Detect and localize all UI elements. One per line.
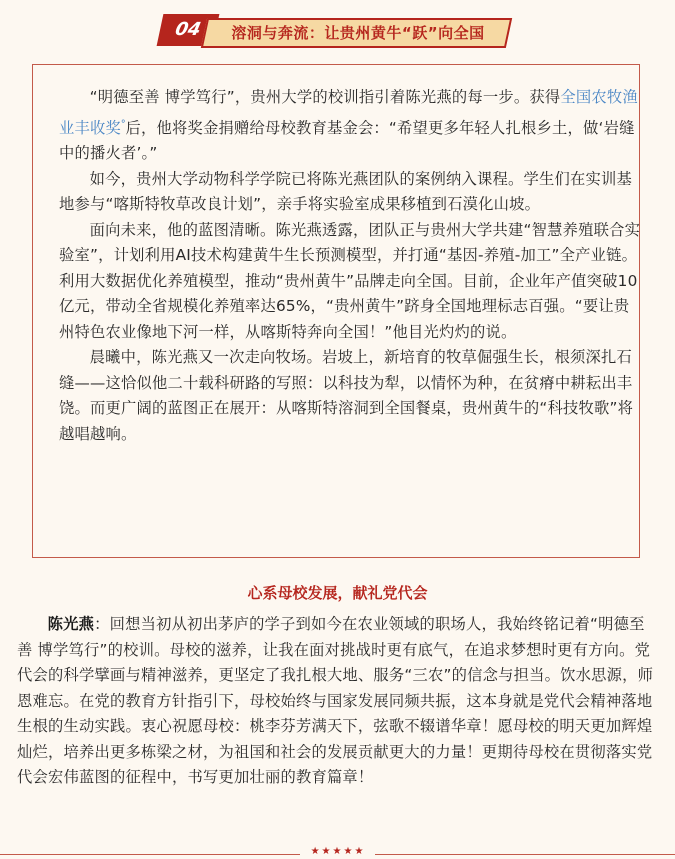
paragraph-2: 如今，贵州大学动物科学学院已将陈光燕团队的案例纳入课程。学生们在实训基地参与“喀斯特牧草改良计划”，亲手将实验室成果移植到石漠化山坡。 bbox=[59, 169, 632, 214]
paragraph-4: 晨曦中，陈光燕又一次走向牧场。岩坡上，新培育的牧草倔强生长，根须深扎石缝——这恰似他二十载科研路的写照：以科技为犁，以情怀为种，在贫瘠中耕耘出丰饶。而更广阔的蓝图正在展开：从喀斯特溶洞到全国餐桌，贵州黄牛的“科技牧歌”将越唱越响。 bbox=[59, 348, 634, 443]
article-body bbox=[25, 85, 643, 447]
speech-paragraph bbox=[17, 612, 660, 791]
speech-block bbox=[17, 612, 660, 791]
paragraph-1-start: “明德至善 博学笃行”，贵州大学的校训指引着陈光燕的每一步。获得 bbox=[89, 88, 561, 106]
speech-text: ：回想当初从初出茅庐的学子到如今在农业领域的职场人，我始终铭记着“明德至善 博学笃行”的校训。母校的滋养，让我在面对挑战时更有底气，在追求梦想时更有方向。党代会的科学擘画与精神滋养，更坚定了我扎根大地、服务“三农”的信念与担当。饮水思源，师恩难忘。在党的教育方针指引下，母校始终与国家发展同频共振，这本身就是党代会精神落地生根的生动实践。衷心祝愿母校：桃李芬芳满天下，弦歌不辍谱华章！愿母校的明天更加辉煌灿烂，培养出更多栋梁之材，为祖国和社会的发展贡献更大的力量！更期待母校在贯彻落实党代会宏伟蓝图的征程中，书写更加壮丽的教育篇章！ bbox=[17, 615, 654, 786]
section-header bbox=[160, 12, 515, 50]
footer-stars-icon: ★★★★★ bbox=[310, 846, 366, 857]
footer-divider-right bbox=[375, 854, 675, 855]
paragraph-1-end: 后，他将奖金捐赠给母校教育基金会：“希望更多年轻人扎根乡土，做‘岩缝中的播火者’。” bbox=[59, 118, 635, 163]
paragraph-3: 面向未来，他的蓝图清晰。陈光燕透露，团队正与贵州大学共建“智慧养殖联合实验室”，计划利用AI技术构建黄牛生长预测模型，并打通“基因-养殖-加工”全产业链。利用大数据优化养殖模型，推动“贵州黄牛”品牌走向全国。目前，企业年产值突破10亿元，带动全省规模化养殖率达65%，“贵州黄牛”跻身全国地理标志百强。“要让贵州特色农业像地下河一样，从喀斯特奔向全国！”他目光灼灼的说。 bbox=[59, 220, 641, 341]
search-icon[interactable]: ᐤ bbox=[121, 116, 126, 130]
speaker-name: 陈光燕 bbox=[47, 615, 95, 633]
footer-divider-left bbox=[0, 854, 300, 855]
article-box bbox=[32, 64, 640, 558]
award-link[interactable]: 全国农牧渔业丰收奖 bbox=[59, 88, 638, 137]
section-number: 04 bbox=[173, 19, 203, 40]
section-title: 溶洞与奔流：让贵州黄牛“跃”向全国 bbox=[231, 24, 485, 42]
subheading: 心系母校发展，献礼党代会 bbox=[247, 584, 428, 602]
paragraph-1 bbox=[59, 85, 643, 167]
